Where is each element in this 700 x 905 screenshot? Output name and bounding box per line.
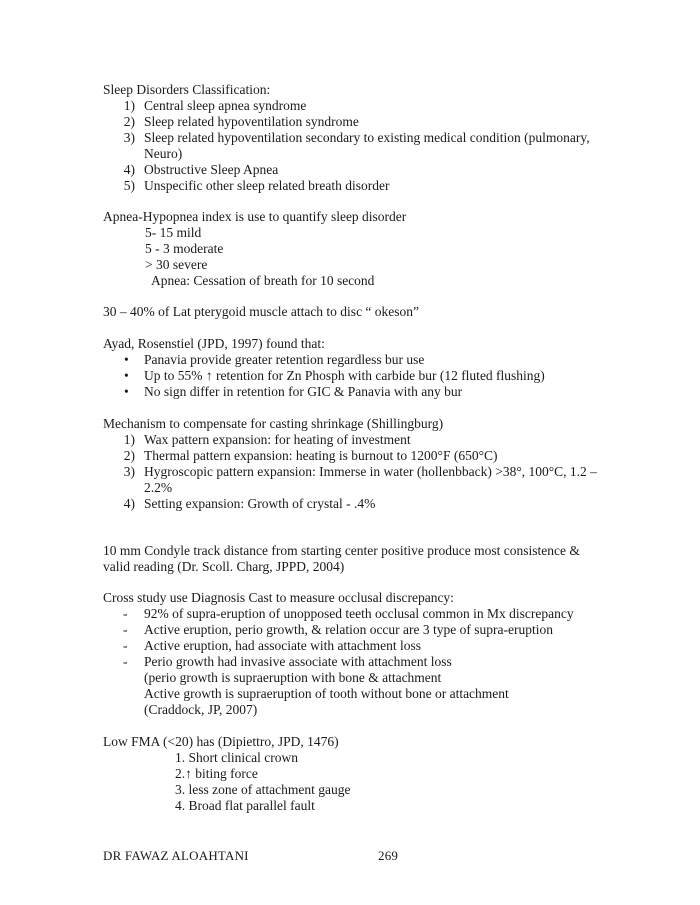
fma-title: Low FMA (<20) has (Dipiettro, JPD, 1476) — [103, 734, 339, 749]
pterygoid-note: 30 – 40% of Lat pterygoid muscle attach to disc “ okeson” — [103, 304, 420, 319]
sleep-item: Central sleep apnea syndrome — [144, 98, 307, 113]
sleep-item-number: 5) — [123, 178, 135, 193]
fma-item: 1. Short clinical crown — [175, 750, 298, 765]
dash-icon: - — [123, 638, 128, 653]
sleep-title: Sleep Disorders Classification: — [103, 82, 271, 97]
fma-item: 2.↑ biting force — [175, 766, 258, 781]
ahi-line: > 30 severe — [145, 257, 208, 272]
cross-item: Perio growth had invasive associate with attachment loss — [144, 654, 452, 669]
bullet-icon: • — [124, 368, 129, 383]
footer-author: DR FAWAZ ALOAHTANI — [103, 848, 249, 863]
mechanism-item-number: 3) — [123, 464, 135, 479]
mechanism-item-continuation: 2.2% — [144, 480, 173, 495]
sleep-item-number: 2) — [123, 114, 135, 129]
ayad-item: No sign differ in retention for GIC & Panavia with any bur — [144, 384, 463, 399]
dash-icon: - — [123, 622, 128, 637]
page-number: 269 — [378, 848, 399, 863]
mechanism-item: Setting expansion: Growth of crystal - .4% — [144, 496, 376, 511]
mechanism-item-number: 1) — [123, 432, 135, 447]
mechanism-item: Thermal pattern expansion: heating is burnout to 1200°F (650°C) — [144, 448, 498, 463]
cross-title: Cross study use Diagnosis Cast to measure occlusal discrepancy: — [103, 590, 454, 605]
dash-icon: - — [123, 654, 128, 669]
bullet-icon: • — [124, 352, 129, 367]
ayad-title: Ayad, Rosenstiel (JPD, 1997) found that: — [103, 336, 325, 351]
sleep-item-continuation: Neuro) — [144, 146, 183, 161]
ahi-line: 5 - 3 moderate — [145, 241, 224, 256]
dash-icon: - — [123, 606, 128, 621]
mechanism-item-number: 4) — [123, 496, 135, 511]
mechanism-item-number: 2) — [123, 448, 135, 463]
fma-item: 4. Broad flat parallel fault — [175, 798, 315, 813]
sleep-item-number: 1) — [123, 98, 135, 113]
sleep-item: Sleep related hypoventilation secondary to existing medical condition (pulmonary, — [144, 130, 590, 145]
ahi-title: Apnea-Hypopnea index is use to quantify sleep disorder — [103, 209, 407, 224]
mechanism-title: Mechanism to compensate for casting shrinkage (Shillingburg) — [103, 416, 444, 431]
cross-continuation: (perio growth is supraeruption with bone & attachment — [144, 670, 442, 685]
sleep-item: Obstructive Sleep Apnea — [144, 162, 279, 177]
sleep-item: Sleep related hypoventilation syndrome — [144, 114, 359, 129]
sleep-item: Unspecific other sleep related breath disorder — [144, 178, 390, 193]
sleep-item-number: 4) — [123, 162, 135, 177]
mechanism-item: Wax pattern expansion: for heating of investment — [144, 432, 411, 447]
ayad-item: Up to 55% ↑ retention for Zn Phosph with carbide bur (12 fluted flushing) — [144, 368, 545, 383]
fma-item: 3. less zone of attachment gauge — [175, 782, 351, 797]
ahi-line: 5- 15 mild — [145, 225, 202, 240]
condyle-line: 10 mm Condyle track distance from starting center positive produce most consistence & — [103, 543, 580, 558]
sleep-item-number: 3) — [123, 130, 135, 145]
cross-continuation: Active growth is supraeruption of tooth without bone or attachment — [144, 686, 509, 701]
condyle-line: valid reading (Dr. Scoll. Charg, JPPD, 2004) — [103, 559, 345, 574]
cross-continuation: (Craddock, JP, 2007) — [144, 702, 258, 717]
bullet-icon: • — [124, 384, 129, 399]
ahi-line: Apnea: Cessation of breath for 10 second — [151, 273, 375, 288]
cross-item: Active eruption, perio growth, & relation occur are 3 type of supra-eruption — [144, 622, 553, 637]
mechanism-item: Hygroscopic pattern expansion: Immerse in water (hollenbback) >38°, 100°C, 1.2 – — [144, 464, 597, 479]
cross-item: Active eruption, had associate with attachment loss — [144, 638, 422, 653]
ayad-item: Panavia provide greater retention regardless bur use — [144, 352, 425, 367]
cross-item: 92% of supra-eruption of unopposed teeth occlusal common in Mx discrepancy — [144, 606, 574, 621]
